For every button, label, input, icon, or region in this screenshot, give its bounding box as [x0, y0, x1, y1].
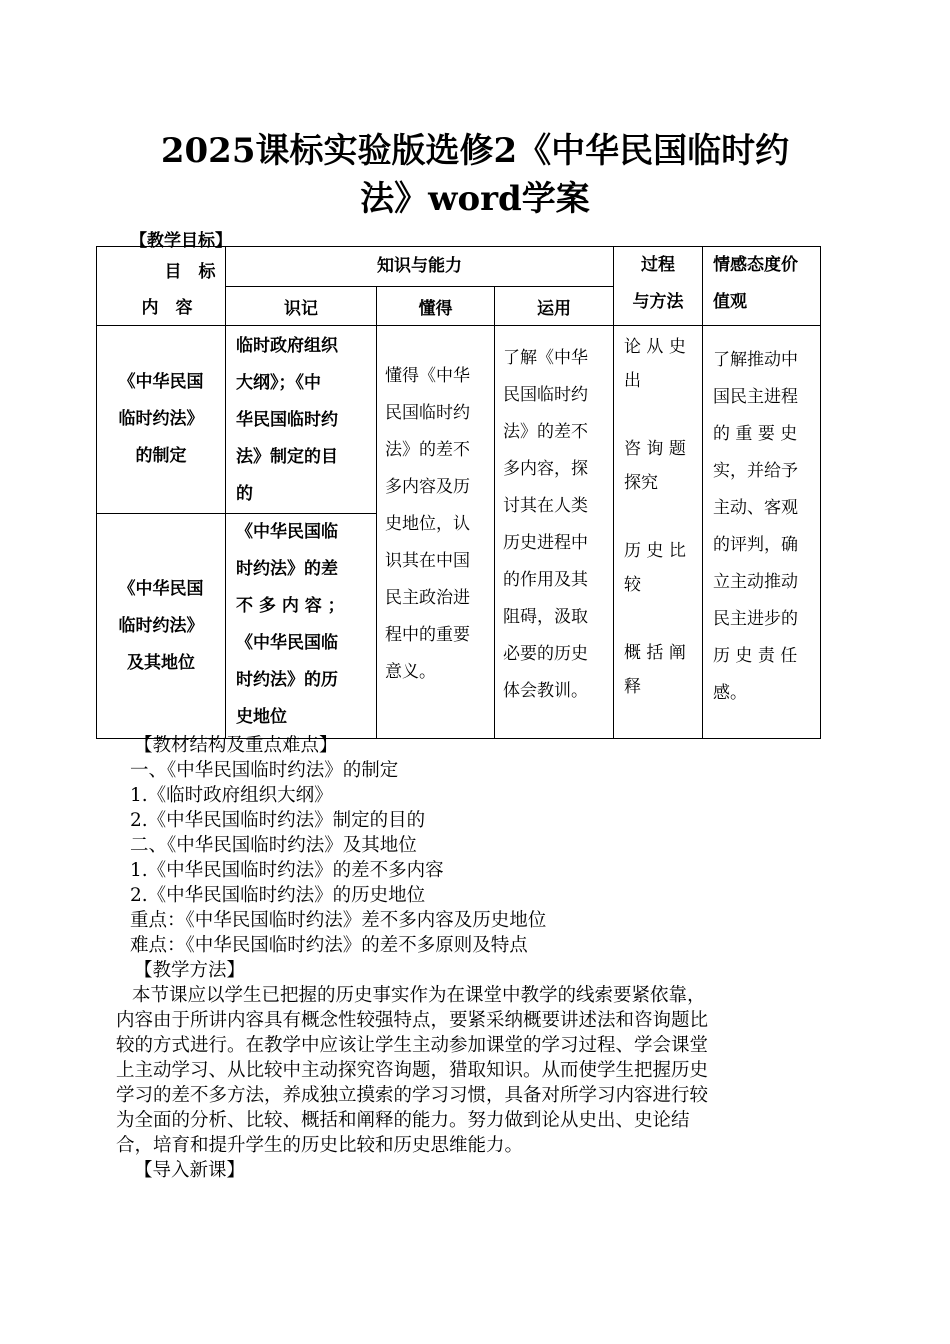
process-line: 历 史 比: [624, 541, 686, 561]
header-emotion-line-2: 值观: [713, 292, 748, 312]
row1-recall-line: 法》制定的目: [236, 447, 338, 467]
header-apply: 运用: [495, 287, 614, 326]
method-line: 学习的差不多方法，养成独立摸索的学习习惯，具备对所学习内容进行较: [116, 1085, 709, 1106]
apply-line: 体会教训。: [503, 681, 588, 701]
difficult-point: 难点：《中华民国临时约法》的差不多原则及特点: [130, 935, 528, 956]
corner-goal-label: 目 标: [164, 262, 216, 282]
method-line: 为全面的分析、比较、概括和阐释的能力。努力做到论从史出、史论结: [116, 1110, 690, 1131]
apply-line: 法》的差不: [503, 422, 588, 442]
row1-content-line: 临时约法》: [118, 409, 204, 429]
method-line: 合，培育和提升学生的历史比较和历史思维能力。: [116, 1135, 524, 1156]
row2-content-line: 及其地位: [127, 652, 195, 673]
apply-line: 多内容，探: [503, 459, 588, 479]
emotion-line: 立主动推动: [713, 572, 799, 592]
row1-recall-line: 临时政府组织: [236, 336, 338, 356]
process-line: 概 括 阐: [624, 643, 686, 663]
row2-recall-cell: [226, 514, 377, 739]
apply-line: 阻碍，汲取: [503, 607, 588, 627]
row2-recall-line: 史地位: [236, 707, 287, 727]
apply-cell: [495, 326, 614, 739]
process-line: 咨 询 题: [624, 439, 686, 459]
method-line: 本节课应以学生已把握的历史事实作为在课堂中教学的线索要紧依靠，: [132, 985, 706, 1006]
method-heading: 【教学方法】: [134, 960, 246, 981]
structure-line: 2.《中华民国临时约法》的历史地位: [130, 885, 426, 906]
row1-recall-cell: [226, 326, 377, 514]
emotion-line: 实，并给予: [713, 461, 799, 481]
understand-line: 多内容及历: [385, 477, 470, 497]
row2-recall-line: 《中华民国临: [236, 633, 338, 653]
understand-cell: [377, 326, 495, 739]
emotion-line: 主动、客观: [713, 498, 799, 518]
method-line: 较的方式进行。在教学中应该让学生主动参加课堂的学习过程、学会课堂: [116, 1035, 709, 1056]
row2-recall-line: 《中华民国临: [236, 522, 338, 542]
row1-recall-line: 的: [236, 484, 253, 504]
row2-recall-line: 时约法》的历: [236, 670, 338, 690]
understand-line: 民国临时约: [385, 403, 470, 423]
row1-recall-line: 大纲》；《中: [236, 373, 321, 393]
row2-content-line: 临时约法》: [118, 615, 204, 636]
process-line: 论 从 史: [624, 337, 686, 357]
apply-line: 了解《中华: [503, 348, 588, 368]
header-emotion-line-1: 情感态度价: [713, 255, 799, 275]
header-process-line-1: 过程: [641, 255, 676, 275]
header-process-method: [614, 247, 703, 326]
apply-line: 必要的历史: [503, 644, 588, 664]
method-line: 上主动学习、从比较中主动探究咨询题，猎取知识。从而使学生把握历史: [116, 1060, 709, 1081]
row2-recall-line: 不 多 内 容 ；: [236, 596, 345, 616]
apply-line: 讨其在人类: [503, 496, 588, 516]
process-spacer: [624, 398, 696, 432]
row2-recall-line: 时约法》的差: [236, 559, 338, 579]
apply-line: 民国临时约: [503, 385, 588, 405]
emotion-cell: [703, 326, 821, 739]
process-line: 释: [624, 677, 642, 697]
emotion-line: 的 重 要 史: [713, 424, 798, 444]
intro-heading: 【导入新课】: [134, 1160, 246, 1181]
method-line: 内容由于所讲内容具有概念性较强特点，要紧采纳概要讲述法和咨询题比: [116, 1010, 709, 1031]
emotion-line: 民主进步的: [713, 609, 799, 629]
structure-line: 1.《中华民国临时约法》的差不多内容: [130, 860, 444, 881]
document-title-line-2: 法》word学案: [360, 179, 590, 219]
row2-content-cell: [97, 514, 226, 739]
structure-line: 2.《中华民国临时约法》制定的目的: [130, 810, 426, 831]
header-process-line-2: 与方法: [632, 292, 684, 312]
header-recall: 识记: [226, 287, 377, 326]
row1-content-line: 《中华民国: [118, 372, 204, 392]
understand-line: 懂得《中华: [385, 366, 470, 386]
header-emotion-values: [703, 247, 821, 326]
header-understand: 懂得: [377, 287, 495, 326]
structure-line: 一、《中华民国临时约法》的制定: [130, 760, 399, 781]
teaching-goals-heading: 【教学目标】: [130, 231, 232, 251]
row1-recall-line: 华民国临时约: [236, 410, 338, 430]
key-point: 重点：《中华民国临时约法》差不多内容及历史地位: [130, 910, 547, 931]
header-knowledge-ability: 知识与能力: [226, 247, 614, 287]
structure-heading: 【教材结构及重点难点】: [134, 735, 338, 756]
emotion-line: 的评判，确: [713, 535, 799, 555]
emotion-line: 感。: [713, 683, 748, 703]
process-cell: [614, 326, 703, 739]
understand-line: 民主政治进: [385, 588, 470, 608]
emotion-line: 了解推动中: [713, 350, 799, 370]
row1-content-cell: [97, 326, 226, 514]
table-corner-cell: [97, 247, 226, 326]
apply-line: 历史进程中: [503, 533, 588, 553]
corner-content-label: 内 容: [141, 298, 193, 318]
understand-line: 法》的差不: [385, 440, 470, 460]
apply-line: 的作用及其: [503, 570, 588, 590]
process-spacer: [624, 602, 696, 636]
process-spacer: [624, 500, 696, 534]
document-title-line-1: 2025课标实验版选修2《中华民国临时约: [160, 131, 790, 171]
understand-line: 史地位，认: [385, 514, 470, 534]
row1-content-line: 的制定: [135, 446, 187, 466]
process-line: 出: [624, 371, 642, 391]
process-line: 较: [624, 575, 642, 595]
emotion-line: 国民主进程: [713, 387, 799, 407]
structure-line: 二、《中华民国临时约法》及其地位: [130, 835, 417, 856]
understand-line: 意义。: [385, 662, 436, 682]
process-line: 探究: [624, 473, 659, 493]
emotion-line: 历 史 责 任: [713, 646, 798, 666]
structure-line: 1.《临时政府组织大纲》: [130, 785, 333, 806]
row2-content-line: 《中华民国: [118, 578, 204, 599]
understand-line: 识其在中国: [385, 551, 470, 571]
teaching-goals-table: [96, 246, 821, 739]
understand-line: 程中的重要: [385, 625, 470, 645]
